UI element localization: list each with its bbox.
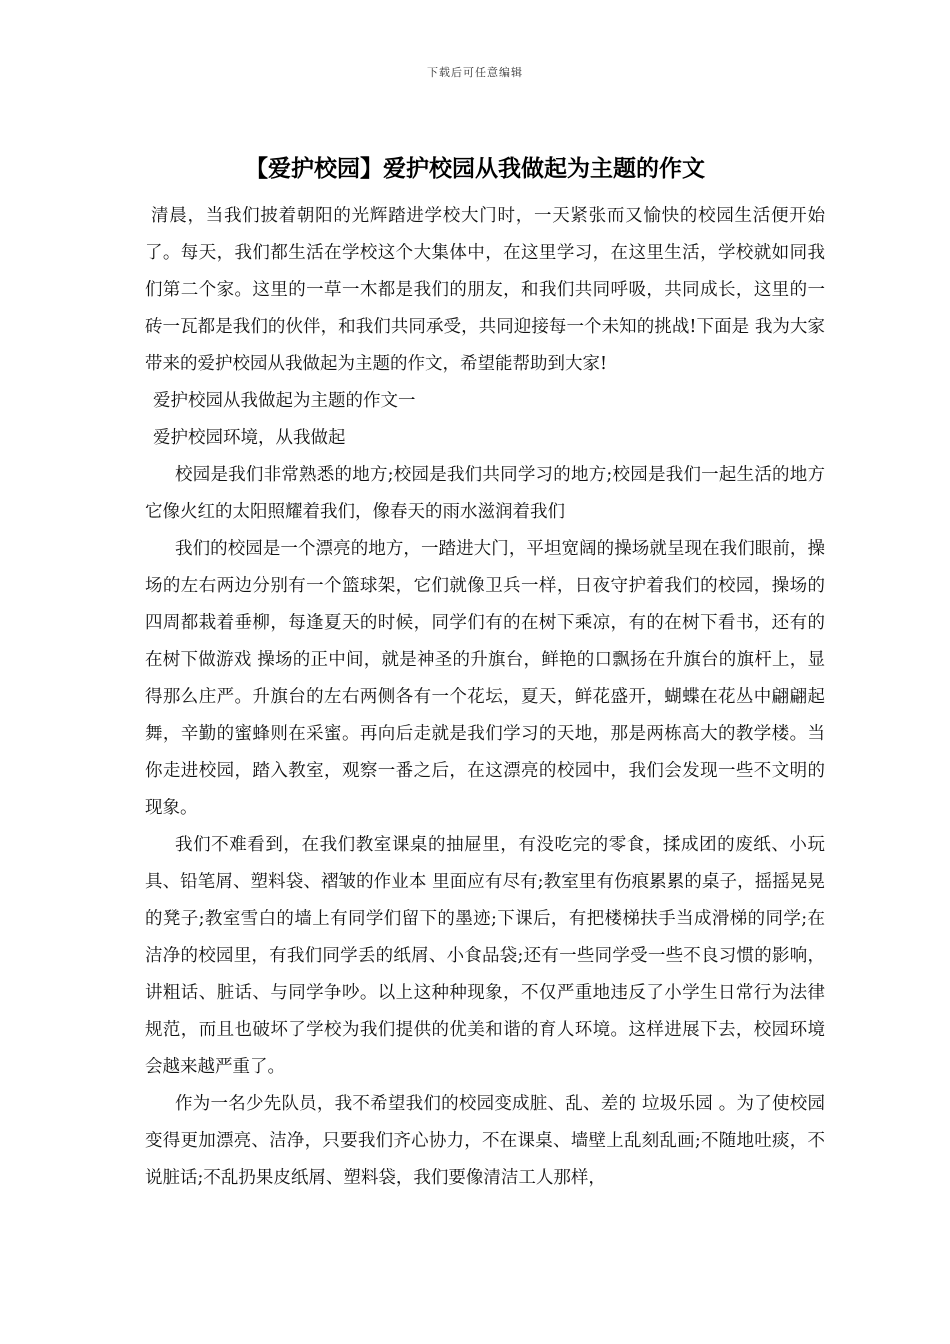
document-title: 【爱护校园】爱护校园从我做起为主题的作文 bbox=[245, 156, 705, 182]
body-paragraph: 我们的校园是一个漂亮的地方，一踏进大门，平坦宽阔的操场就呈现在我们眼前，操场的左右两边分别有一个篮球架，它们就像卫兵一样，日夜守护着我们的校园，操场的四周都栽着垂柳，每逢夏天的时候，同学们有的在树下乘凉，有的在树下看书，还有的在树下做游戏 操场的正中间，就是神圣的升旗台，鲜艳的口飘扬在升旗台的旗杆上，显得那么庄严。升旗台的左右两侧各有一个花坛，夏天，鲜花盛开，蝴蝶在花丛中翩翩起舞，辛勤的蜜蜂则在采蜜。再向后走就是我们学习的天地，那是两栋高大的教学楼。当你走进校园，踏入教室，观察一番之后，在这漂亮的校园中，我们会发现一些不文明的现象。 bbox=[145, 539, 825, 818]
page-header: 下载后可任意编辑 bbox=[427, 66, 523, 79]
essay-subtitle: 爱护校园从我做起为主题的作文一 bbox=[153, 391, 416, 411]
document-body bbox=[145, 198, 825, 1197]
body-paragraph: 作为一名少先队员，我不希望我们的校园变成脏、乱、差的 垃圾乐园 。为了使校园变得更加漂亮、洁净，只要我们齐心协力，不在课桌、墙壁上乱刻乱画;不随地吐痰，不说脏话;不乱扔果皮纸屑、塑料袋，我们要像清洁工人那样， bbox=[145, 1094, 825, 1188]
essay-heading: 爱护校园环境，从我做起 bbox=[153, 428, 346, 448]
body-paragraph: 校园是我们非常熟悉的地方;校园是我们共同学习的地方;校园是我们一起生活的地方 它像火红的太阳照耀着我们，像春天的雨水滋润着我们 bbox=[145, 465, 825, 522]
intro-paragraph: 清晨，当我们披着朝阳的光辉踏进学校大门时，一天紧张而又愉快的校园生活便开始了。每天，我们都生活在学校这个大集体中，在这里学习，在这里生活，学校就如同我们第二个家。这里的一草一木都是我们的朋友，和我们共同呼吸，共同成长，这里的一砖一瓦都是我们的伙伴，和我们共同承受，共同迎接每一个未知的挑战!下面是 我为大家带来的爱护校园从我做起为主题的作文，希望能帮助到大家! bbox=[145, 206, 825, 374]
body-paragraph: 我们不难看到，在我们教室课桌的抽屉里，有没吃完的零食，揉成团的废纸、小玩具、铅笔屑、塑料袋、褶皱的作业本 里面应有尽有;教室里有伤痕累累的桌子，摇摇晃晃的凳子;教室雪白的墙上有同学们留下的墨迹;下课后，有把楼梯扶手当成滑梯的同学;在洁净的校园里，有我们同学丢的纸屑、小食品袋;还有一些同学受一些不良习惯的影响，讲粗话、脏话、与同学争吵。以上这种种现象，不仅严重地违反了小学生日常行为法律规范，而且也破坏了学校为我们提供的优美和谐的育人环境。这样进展下去，校园环境会越来越严重了。 bbox=[145, 835, 825, 1077]
